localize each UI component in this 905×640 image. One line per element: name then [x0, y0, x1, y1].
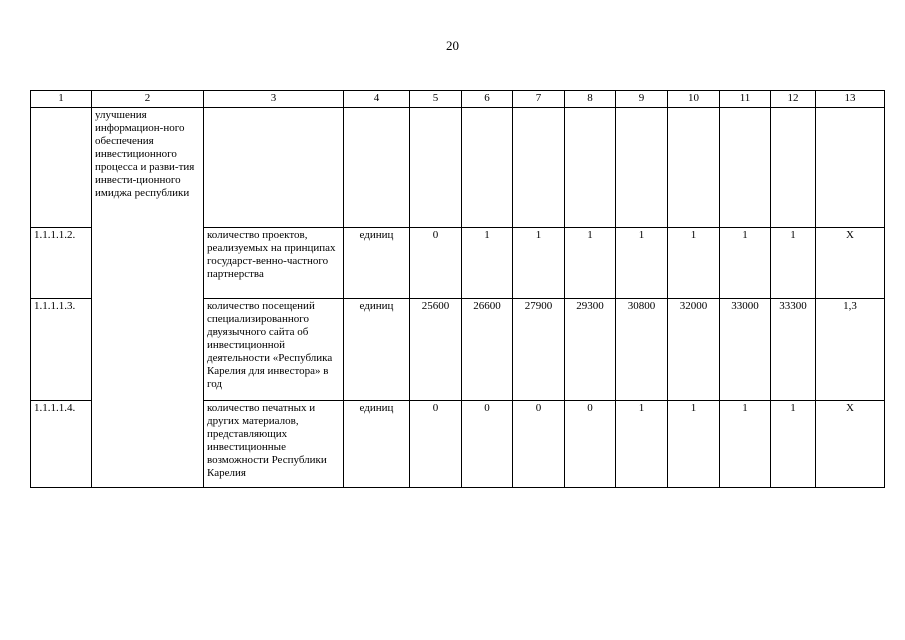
value-cell: 26600 — [462, 299, 513, 401]
value-cell — [771, 108, 816, 228]
value-cell: 1 — [771, 401, 816, 488]
page-number: 20 — [446, 38, 459, 53]
header-cell: 11 — [720, 91, 771, 108]
value-cell: 1 — [616, 228, 668, 299]
header-row — [31, 91, 885, 108]
header-cell: 1 — [31, 91, 92, 108]
goal-text-cell: улучшения информацион-ного обеспечения инвестиционного процесса и разви-тия инвести-ционного имиджа республики — [92, 108, 204, 488]
indicator-cell: количество посещений специализированного двуязычного сайта об инвестиционной деятельности «Республика Карелия для инвестора» в год — [204, 299, 344, 401]
indicators-table — [30, 90, 885, 488]
unit-cell: единиц — [344, 401, 410, 488]
value-cell — [720, 108, 771, 228]
value-cell — [565, 108, 616, 228]
header-cell: 10 — [668, 91, 720, 108]
value-cell: 1 — [668, 401, 720, 488]
header-cell: 3 — [204, 91, 344, 108]
header-cell: 4 — [344, 91, 410, 108]
value-cell: 0 — [565, 401, 616, 488]
indicator-cell: количество проектов, реализуемых на принципах государст-венно-частного партнерства — [204, 228, 344, 299]
value-cell: 30800 — [616, 299, 668, 401]
value-cell — [513, 108, 565, 228]
unit-cell — [344, 108, 410, 228]
value-cell: 33000 — [720, 299, 771, 401]
value-cell: 1 — [616, 401, 668, 488]
value-cell: 1 — [513, 228, 565, 299]
value-cell: 0 — [462, 401, 513, 488]
code-cell: 1.1.1.1.3. — [31, 299, 92, 401]
value-cell — [410, 108, 462, 228]
indicator-cell — [204, 108, 344, 228]
value-cell: 1 — [565, 228, 616, 299]
header-cell: 6 — [462, 91, 513, 108]
col13-cell — [816, 108, 885, 228]
col13-cell: Х — [816, 228, 885, 299]
code-cell: 1.1.1.1.4. — [31, 401, 92, 488]
col13-cell: Х — [816, 401, 885, 488]
header-cell: 5 — [410, 91, 462, 108]
value-cell: 0 — [513, 401, 565, 488]
unit-cell: единиц — [344, 228, 410, 299]
value-cell: 1 — [668, 228, 720, 299]
value-cell: 32000 — [668, 299, 720, 401]
header-cell: 13 — [816, 91, 885, 108]
value-cell: 1 — [771, 228, 816, 299]
value-cell — [616, 108, 668, 228]
value-cell: 27900 — [513, 299, 565, 401]
header-cell: 8 — [565, 91, 616, 108]
header-cell: 9 — [616, 91, 668, 108]
unit-cell: единиц — [344, 299, 410, 401]
code-cell — [31, 108, 92, 228]
value-cell: 25600 — [410, 299, 462, 401]
header-cell: 7 — [513, 91, 565, 108]
value-cell: 29300 — [565, 299, 616, 401]
value-cell — [462, 108, 513, 228]
indicator-cell: количество печатных и других материалов, представляющих инвестиционные возможности Республики Карелия — [204, 401, 344, 488]
value-cell: 0 — [410, 228, 462, 299]
value-cell: 1 — [462, 228, 513, 299]
col13-cell: 1,3 — [816, 299, 885, 401]
code-cell: 1.1.1.1.2. — [31, 228, 92, 299]
value-cell: 33300 — [771, 299, 816, 401]
value-cell — [668, 108, 720, 228]
value-cell: 1 — [720, 228, 771, 299]
header-cell: 2 — [92, 91, 204, 108]
header-cell: 12 — [771, 91, 816, 108]
value-cell: 0 — [410, 401, 462, 488]
table-row — [31, 108, 885, 228]
value-cell: 1 — [720, 401, 771, 488]
